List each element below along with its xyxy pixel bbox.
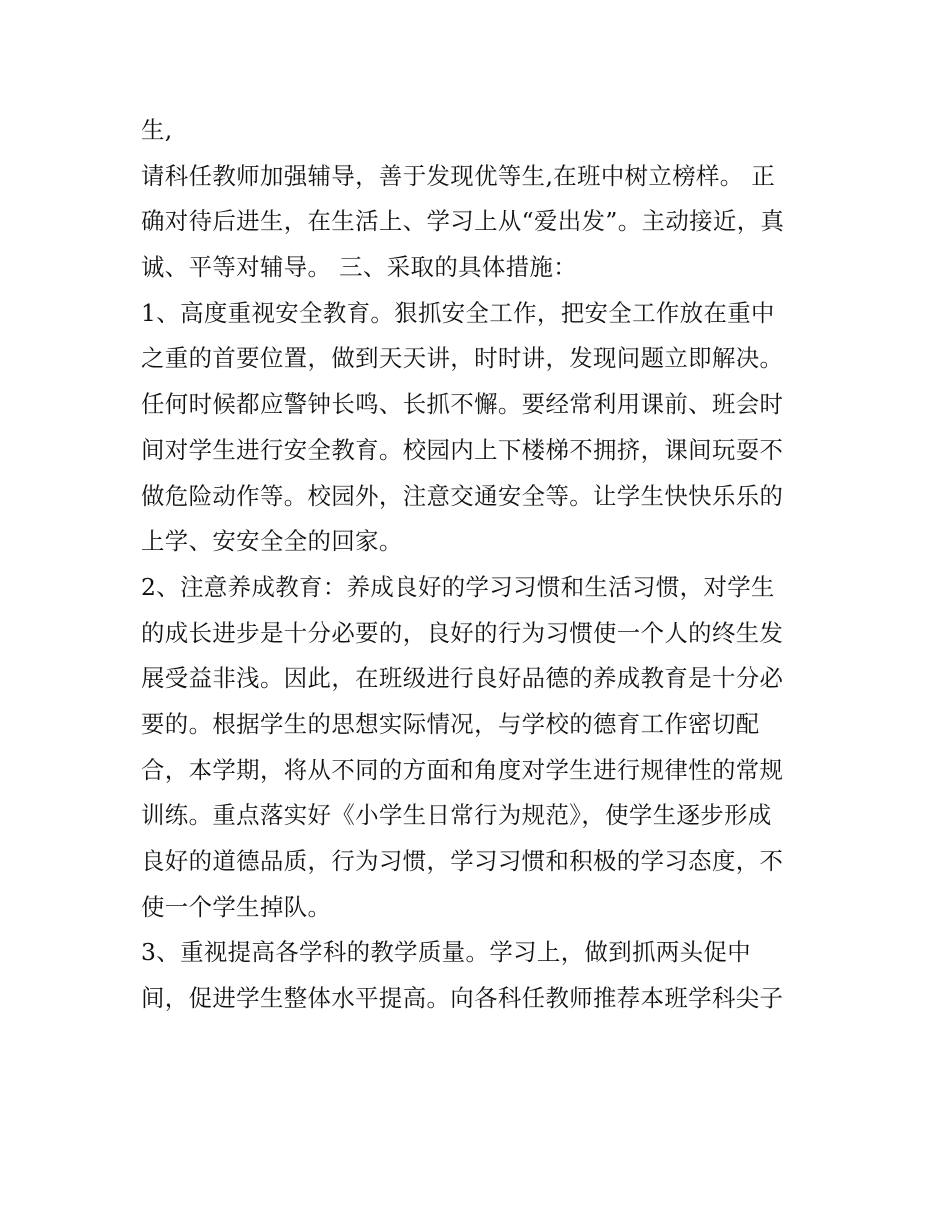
body-text [141, 108, 821, 1022]
text-line: 训练。重点落实好《小学生日常行为规范》，使学生逐步形成 [141, 801, 772, 830]
text-line: 1、高度重视安全教育。狠抓安全工作，把安全工作放在重中 [141, 298, 775, 327]
text-line: 使一个学生掉队。 [141, 892, 332, 921]
text-line: 生, [141, 116, 173, 144]
text-line: 良好的道德品质，行为习惯，学习习惯和积极的学习态度，不 [141, 847, 784, 875]
text-line: 上学、安安全全的回家。 [141, 527, 403, 556]
text-line: 展受益非浅。因此，在班级进行良好品德的养成教育是十分必 [141, 664, 784, 693]
text-line: 间对学生进行安全教育。校园内上下楼梯不拥挤，课间玩耍不 [141, 435, 784, 464]
text-line: 要的。根据学生的思想实际情况，与学校的德育工作密切配 [141, 709, 760, 738]
text-line: 3、重视提高各学科的教学质量。学习上，做到抓两头促中 [141, 938, 752, 967]
text-line: 之重的首要位置，做到天天讲，时时讲，发现问题立即解决。 [141, 344, 784, 373]
text-line: 做危险动作等。校园外，注意交通安全等。让学生快快乐乐的 [141, 481, 784, 510]
text-line: 请科任教师加强辅导，善于发现优等生,在班中树立榜样。 正 [141, 161, 776, 190]
text-line: 诚、平等对辅导。 三、采取的具体措施： [141, 253, 578, 282]
text-line: 间，促进学生整体水平提高。向各科任教师推荐本班学科尖子 [141, 984, 784, 1013]
text-line: 2、注意养成教育：养成良好的学习习惯和生活习惯，对学生 [141, 572, 775, 601]
text-line: 的成长进步是十分必要的，良好的行为习惯使一个人的终生发 [141, 618, 784, 647]
text-line: 合，本学期，将从不同的方面和角度对学生进行规律性的常规 [141, 755, 784, 784]
text-line: 确对待后进生，在生活上、学习上从“爱出发”。主动接近，真 [141, 207, 785, 236]
text-line: 任何时候都应警钟长鸣、长抓不懈。要经常利用课前、班会时 [141, 390, 784, 419]
